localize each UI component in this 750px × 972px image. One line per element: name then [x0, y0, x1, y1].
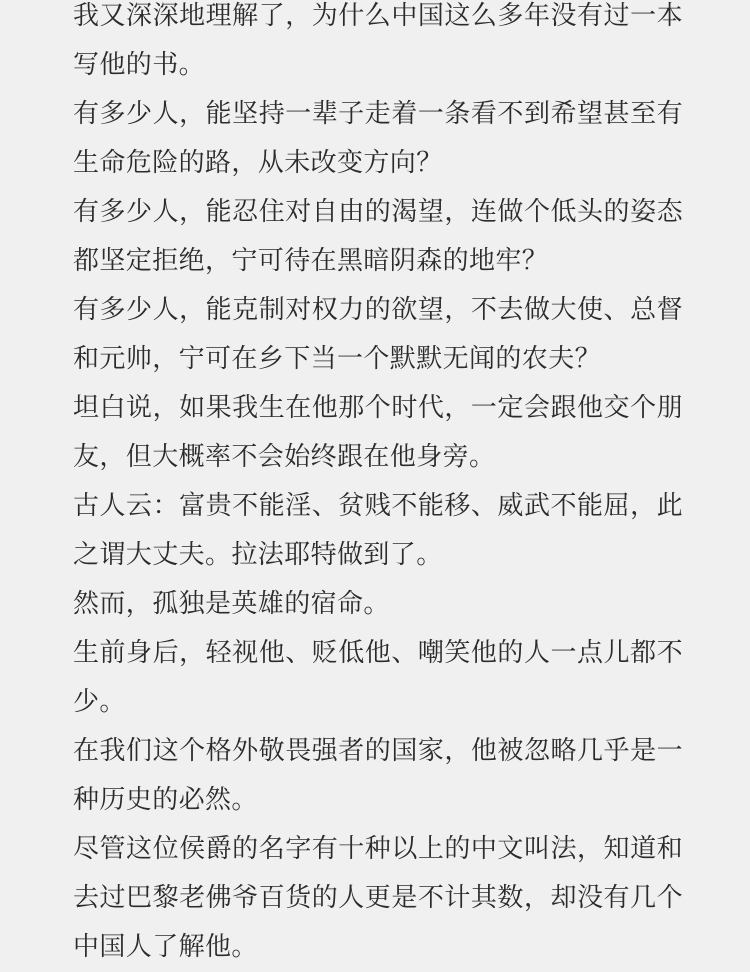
- paragraph: 生前身后，轻视他、贬低他、嘲笑他的人一点儿都不少。: [73, 638, 683, 717]
- paragraph: 在我们这个格外敬畏强者的国家，他被忽略几乎是一种历史的必然。: [73, 736, 683, 815]
- article-body: [73, 0, 683, 972]
- paragraph: 我又深深地理解了，为什么中国这么多年没有过一本写他的书。: [73, 1, 683, 80]
- paragraph: 坦白说，如果我生在他那个时代，一定会跟他交个朋友，但大概率不会始终跟在他身旁。: [73, 393, 683, 472]
- paragraph: 尽管这位侯爵的名字有十种以上的中文叫法，知道和去过巴黎老佛爷百货的人更是不计其数，却没有几个中国人了解他。: [73, 834, 683, 962]
- paragraph: 古人云：富贵不能淫、贫贱不能移、威武不能屈，此之谓大丈夫。拉法耶特做到了。: [73, 491, 683, 570]
- paragraph: 有多少人，能坚持一辈子走着一条看不到希望甚至有生命危险的路，从未改变方向？: [73, 99, 683, 178]
- paragraph: 有多少人，能克制对权力的欲望，不去做大使、总督和元帅，宁可在乡下当一个默默无闻的农夫？: [73, 295, 683, 374]
- paragraph: 有多少人，能忍住对自由的渴望，连做个低头的姿态都坚定拒绝，宁可待在黑暗阴森的地牢？: [73, 197, 683, 276]
- paragraph: 然而，孤独是英雄的宿命。: [73, 589, 390, 619]
